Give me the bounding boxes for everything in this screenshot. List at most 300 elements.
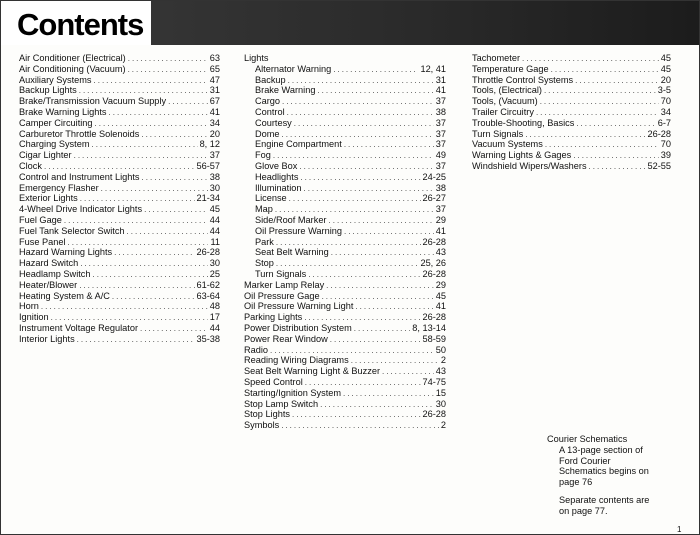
index-entry — [19, 139, 220, 150]
entry-page: 3-5 — [657, 85, 671, 96]
entry-page: 37 — [435, 128, 446, 139]
entry-page: 45 — [435, 290, 446, 301]
index-entry — [472, 118, 671, 129]
entry-label: Headlamp Switch — [19, 268, 91, 279]
entry-page: 44 — [209, 214, 220, 225]
entry-page: 47 — [209, 74, 220, 85]
entry-page: 12, 41 — [420, 63, 446, 74]
dot-leader — [326, 281, 434, 291]
entry-label: Trailer Circuitry — [472, 106, 534, 117]
entry-page: 37 — [435, 139, 446, 150]
entry-label: Marker Lamp Relay — [244, 279, 325, 290]
entry-label: Backup Lights — [19, 85, 77, 96]
entry-page: 43 — [435, 366, 446, 377]
entry-page: 56-57 — [196, 160, 220, 171]
index-entry — [244, 193, 446, 204]
index-column-2 — [244, 53, 446, 431]
index-entry — [19, 291, 220, 302]
dot-leader — [128, 65, 208, 75]
index-entry — [244, 312, 446, 323]
entry-label: Alternator Warning — [255, 63, 332, 74]
dot-leader — [101, 184, 208, 194]
index-entry — [19, 301, 220, 312]
entry-label: Fuel Tank Selector Switch — [19, 225, 125, 236]
entry-page: 38 — [435, 106, 446, 117]
index-entry — [472, 161, 671, 172]
entry-page: 41 — [435, 301, 446, 312]
title-box — [1, 1, 151, 45]
index-entry — [472, 85, 671, 96]
dot-leader — [333, 65, 418, 75]
entry-page: 37 — [435, 117, 446, 128]
entry-page: 15 — [435, 387, 446, 398]
index-entry — [244, 377, 446, 388]
dot-leader — [74, 151, 208, 161]
index-entry — [244, 107, 446, 118]
index-entry — [244, 150, 446, 161]
entry-label: Seat Belt Warning Light & Buzzer — [244, 366, 381, 377]
entry-page: 30 — [209, 182, 220, 193]
dot-leader — [536, 108, 659, 118]
entry-page: 63-64 — [196, 290, 220, 301]
entry-page: 41 — [435, 225, 446, 236]
dot-leader — [112, 292, 195, 302]
entry-label: Heater/Blower — [19, 279, 78, 290]
index-entry — [244, 96, 446, 107]
schematics-line: Schematics begins on — [559, 466, 649, 477]
entry-label: Warning Lights & Gages — [472, 150, 572, 161]
dot-leader — [294, 119, 434, 129]
index-entry — [19, 64, 220, 75]
index-entry — [244, 355, 446, 366]
index-entry — [244, 291, 446, 302]
dot-leader — [282, 97, 434, 107]
entry-label: Control and Instrument Lights — [19, 171, 140, 182]
dot-leader — [382, 367, 434, 377]
dot-leader — [522, 54, 659, 64]
index-entry — [19, 323, 220, 334]
entry-label: Tools, (Electrical) — [472, 85, 542, 96]
dot-leader — [551, 65, 659, 75]
entry-page: 6-7 — [657, 117, 671, 128]
entry-label: 4-Wheel Drive Indicator Lights — [19, 204, 143, 215]
entry-label: Hazard Warning Lights — [19, 247, 113, 258]
page-number: 1 — [677, 525, 682, 534]
schematics-note — [547, 434, 677, 517]
entry-page: 26-28 — [422, 268, 446, 279]
index-entry — [244, 399, 446, 410]
index-entry — [244, 366, 446, 377]
dot-leader — [168, 97, 208, 107]
index-entry — [472, 96, 671, 107]
entry-page: 41 — [435, 85, 446, 96]
entry-label: Speed Control — [244, 376, 303, 387]
entry-page: 37 — [435, 96, 446, 107]
dot-leader — [525, 130, 645, 140]
index-entry — [244, 161, 446, 172]
entry-page: 45 — [209, 204, 220, 215]
entry-label: Side/Roof Marker — [255, 214, 327, 225]
index-entry — [19, 161, 220, 172]
dot-leader — [93, 270, 208, 280]
schematics-line: page 76 — [559, 477, 593, 488]
dot-leader — [344, 227, 434, 237]
entry-label: Trouble-Shooting, Basics — [472, 117, 575, 128]
entry-label: Park — [255, 236, 274, 247]
index-entry — [19, 312, 220, 323]
index-entry — [19, 204, 220, 215]
dot-leader — [288, 76, 434, 86]
entry-page: 49 — [435, 150, 446, 161]
entry-page: 37 — [209, 150, 220, 161]
index-entry — [472, 129, 671, 140]
index-entry — [19, 280, 220, 291]
schematics-line: Separate contents are — [559, 494, 650, 505]
dot-leader — [303, 184, 433, 194]
index-entry — [244, 75, 446, 86]
entry-page: 58-59 — [422, 333, 446, 344]
entry-page: 26-27 — [422, 193, 446, 204]
entry-label: Power Distribution System — [244, 322, 352, 333]
dot-leader — [282, 130, 434, 140]
dot-leader — [289, 194, 421, 204]
entry-page: 2 — [440, 355, 446, 366]
index-column-1 — [19, 53, 220, 345]
entry-label: Glove Box — [255, 160, 298, 171]
dot-leader — [95, 119, 208, 129]
entry-label: Vacuum Systems — [472, 139, 543, 150]
entry-label: Brake Warning Lights — [19, 106, 107, 117]
index-entry — [472, 150, 671, 161]
entry-page: 31 — [435, 74, 446, 85]
index-entry — [19, 75, 220, 86]
entry-page: 29 — [435, 279, 446, 290]
entry-label: Backup — [255, 74, 286, 85]
entry-label: Engine Compartment — [255, 139, 342, 150]
entry-label: Control — [255, 106, 285, 117]
entry-label: Temperature Gage — [472, 63, 549, 74]
index-entry — [472, 53, 671, 64]
entry-label: Oil Pressure Gage — [244, 290, 320, 301]
entry-label: Oil Pressure Warning Light — [244, 301, 354, 312]
dot-leader — [41, 302, 208, 312]
entry-label: Fog — [255, 150, 271, 161]
dot-leader — [299, 162, 433, 172]
entry-label: Courtesy — [255, 117, 292, 128]
entry-page: 24-25 — [422, 171, 446, 182]
index-entry — [244, 269, 446, 280]
entry-label: Hazard Switch — [19, 258, 79, 269]
dot-leader — [273, 151, 434, 161]
index-entry — [244, 139, 446, 150]
dot-leader — [305, 378, 421, 388]
entry-page: 2 — [440, 420, 446, 431]
schematics-line: on page 77. — [559, 505, 608, 516]
entry-page: 20 — [660, 74, 671, 85]
entry-page: 31 — [209, 85, 220, 96]
entry-page: 26-28 — [196, 247, 220, 258]
index-entry — [244, 204, 446, 215]
index-entry — [472, 64, 671, 75]
dot-leader — [355, 302, 433, 312]
dot-leader — [79, 281, 194, 291]
page-title: Contents — [17, 7, 144, 42]
index-entry — [19, 96, 220, 107]
index-entry — [244, 280, 446, 291]
entry-page: 26-28 — [422, 409, 446, 420]
schematics-line: A 13-page section of — [559, 444, 643, 455]
index-entry — [19, 269, 220, 280]
entry-label: Auxiliary Systems — [19, 74, 92, 85]
entry-page: 65 — [209, 63, 220, 74]
dot-leader — [144, 205, 208, 215]
entry-page: 37 — [435, 160, 446, 171]
entry-page: 21-34 — [196, 193, 220, 204]
dot-leader — [573, 151, 659, 161]
entry-page: 50 — [435, 344, 446, 355]
entry-label: Starting/Ignition System — [244, 387, 342, 398]
index-entry — [244, 334, 446, 345]
index-entry — [244, 420, 446, 431]
entry-label: Emergency Flasher — [19, 182, 99, 193]
dot-leader — [275, 205, 434, 215]
dot-leader — [322, 292, 434, 302]
dot-leader — [109, 108, 208, 118]
entry-label: Reading Wiring Diagrams — [244, 355, 349, 366]
entry-page: 41 — [209, 106, 220, 117]
dot-leader — [276, 238, 421, 248]
index-entry — [244, 129, 446, 140]
dot-leader — [94, 76, 208, 86]
entry-page: 26-28 — [422, 312, 446, 323]
index-entry — [244, 215, 446, 226]
entry-label: Throttle Control Systems — [472, 74, 574, 85]
entry-page: 11 — [210, 236, 220, 247]
index-entry — [19, 53, 220, 64]
entry-page: 26-28 — [422, 236, 446, 247]
index-entry — [244, 226, 446, 237]
index-entry — [244, 237, 446, 248]
index-entry — [244, 258, 446, 269]
entry-page: 70 — [660, 139, 671, 150]
dot-leader — [128, 54, 208, 64]
dot-leader — [79, 86, 208, 96]
entry-label: Tachometer — [472, 53, 520, 63]
dot-leader — [576, 119, 655, 129]
index-entry — [244, 388, 446, 399]
entry-page: 8, 12 — [199, 139, 220, 150]
entry-page: 63 — [209, 53, 220, 63]
entry-label: Exterior Lights — [19, 193, 78, 204]
dot-leader — [544, 86, 656, 96]
entry-page: 67 — [209, 96, 220, 107]
entry-label: Headlights — [255, 171, 299, 182]
entry-label: Air Conditioner (Electrical) — [19, 53, 126, 63]
entry-label: Fuel Gage — [19, 214, 62, 225]
entry-page: 39 — [660, 150, 671, 161]
dot-leader — [140, 324, 208, 334]
entry-label: Air Conditioning (Vacuum) — [19, 63, 126, 74]
entry-label: Heating System & A/C — [19, 290, 110, 301]
entry-page: 35-38 — [196, 333, 220, 344]
index-entry — [19, 226, 220, 237]
dot-leader — [589, 162, 646, 172]
dot-leader — [80, 259, 208, 269]
index-entry — [19, 258, 220, 269]
index-entry — [19, 107, 220, 118]
entry-page: 26-28 — [647, 128, 671, 139]
entry-label: Horn — [19, 301, 39, 312]
schematics-line: Ford Courier — [559, 455, 611, 466]
entry-page: 34 — [660, 106, 671, 117]
entry-page: 38 — [209, 171, 220, 182]
entry-page: 44 — [209, 225, 220, 236]
dot-leader — [141, 130, 207, 140]
dot-leader — [287, 108, 434, 118]
index-column-3 — [472, 53, 671, 172]
entry-label: Stop Lights — [244, 409, 290, 420]
dot-leader — [354, 324, 411, 334]
index-entry — [19, 118, 220, 129]
entry-page: 45 — [660, 53, 671, 63]
dot-leader — [51, 313, 208, 323]
dot-leader — [545, 140, 659, 150]
dot-leader — [300, 173, 420, 183]
index-entry — [244, 118, 446, 129]
entry-label: Turn Signals — [255, 268, 307, 279]
entry-label: Cigar Lighter — [19, 150, 72, 161]
entry-label: Stop — [255, 258, 274, 269]
entry-page: 8, 13-14 — [412, 322, 446, 333]
entry-label: Parking Lights — [244, 312, 303, 323]
index-entry — [244, 183, 446, 194]
dot-leader — [344, 140, 434, 150]
dot-leader — [91, 140, 197, 150]
entry-page: 45 — [660, 63, 671, 74]
dot-leader — [351, 356, 439, 366]
index-entry — [19, 193, 220, 204]
dot-leader — [575, 76, 659, 86]
dot-leader — [540, 97, 659, 107]
entry-page: 43 — [435, 247, 446, 258]
entry-label: Oil Pressure Warning — [255, 225, 342, 236]
entry-page: 37 — [435, 204, 446, 215]
dot-leader — [44, 162, 195, 172]
entry-page: 74-75 — [422, 376, 446, 387]
entry-label: Map — [255, 204, 273, 215]
entry-label: Fuse Panel — [19, 236, 66, 247]
index-entry — [472, 139, 671, 150]
entry-label: Cargo — [255, 96, 281, 107]
index-entry — [472, 75, 671, 86]
entry-page: 38 — [435, 182, 446, 193]
entry-label: Stop Lamp Switch — [244, 398, 319, 409]
dot-leader — [320, 400, 434, 410]
lights-heading: Lights — [244, 53, 269, 63]
dot-leader — [80, 194, 195, 204]
index-entry — [472, 107, 671, 118]
entry-label: Carburetor Throttle Solenoids — [19, 128, 140, 139]
entry-label: Instrument Voltage Regulator — [19, 322, 138, 333]
dot-leader — [114, 248, 194, 258]
dot-leader — [77, 335, 195, 345]
dot-leader — [304, 313, 420, 323]
dot-leader — [281, 421, 439, 431]
dot-leader — [329, 216, 434, 226]
dot-leader — [276, 259, 419, 269]
dot-leader — [292, 410, 421, 420]
index-entry — [19, 150, 220, 161]
index-entry — [19, 215, 220, 226]
entry-page: 17 — [209, 312, 220, 323]
entry-label: Illumination — [255, 182, 302, 193]
index-entry — [19, 85, 220, 96]
entry-label: Dome — [255, 128, 280, 139]
entry-page: 34 — [209, 117, 220, 128]
dot-leader — [142, 173, 208, 183]
entry-label: Camper Circuiting — [19, 117, 93, 128]
entry-label: License — [255, 193, 287, 204]
entry-page: 25, 26 — [420, 258, 446, 269]
dot-leader — [127, 227, 208, 237]
dot-leader — [270, 346, 434, 356]
dot-leader — [331, 248, 434, 258]
index-entry — [244, 301, 446, 312]
dot-leader — [330, 335, 421, 345]
entry-label: Tools, (Vacuum) — [472, 96, 538, 107]
entry-label: Turn Signals — [472, 128, 524, 139]
index-entry — [244, 323, 446, 334]
entry-label: Interior Lights — [19, 333, 75, 344]
entry-page: 70 — [660, 96, 671, 107]
entry-label: Ignition — [19, 312, 49, 323]
entry-page: 30 — [435, 398, 446, 409]
entry-label: Seat Belt Warning — [255, 247, 329, 258]
index-entry — [19, 172, 220, 183]
index-entry — [19, 237, 220, 248]
dot-leader — [343, 389, 434, 399]
index-entry — [244, 64, 446, 75]
entry-label: Charging System — [19, 139, 90, 150]
entry-label: Brake Warning — [255, 85, 316, 96]
index-entry — [244, 85, 446, 96]
index-entry — [19, 183, 220, 194]
dot-leader — [64, 216, 208, 226]
index-entry — [19, 129, 220, 140]
dot-leader — [67, 238, 208, 248]
entry-page: 44 — [209, 322, 220, 333]
entry-label: Brake/Transmission Vacuum Supply — [19, 96, 167, 107]
entry-page: 61-62 — [196, 279, 220, 290]
entry-label: Radio — [244, 344, 269, 355]
entry-page: 29 — [435, 214, 446, 225]
entry-label: Symbols — [244, 420, 280, 431]
entry-label: Power Rear Window — [244, 333, 328, 344]
entry-page: 52-55 — [647, 160, 671, 171]
entry-page: 48 — [209, 301, 220, 312]
index-entry — [244, 345, 446, 356]
entry-label: Clock — [19, 160, 42, 171]
dot-leader — [317, 86, 433, 96]
index-entry — [244, 409, 446, 420]
entry-page: 20 — [209, 128, 220, 139]
index-entry — [244, 172, 446, 183]
entry-page: 30 — [209, 258, 220, 269]
entry-label: Windshield Wipers/Washers — [472, 160, 587, 171]
entry-page: 25 — [209, 268, 220, 279]
dot-leader — [308, 270, 420, 280]
index-entry — [19, 247, 220, 258]
